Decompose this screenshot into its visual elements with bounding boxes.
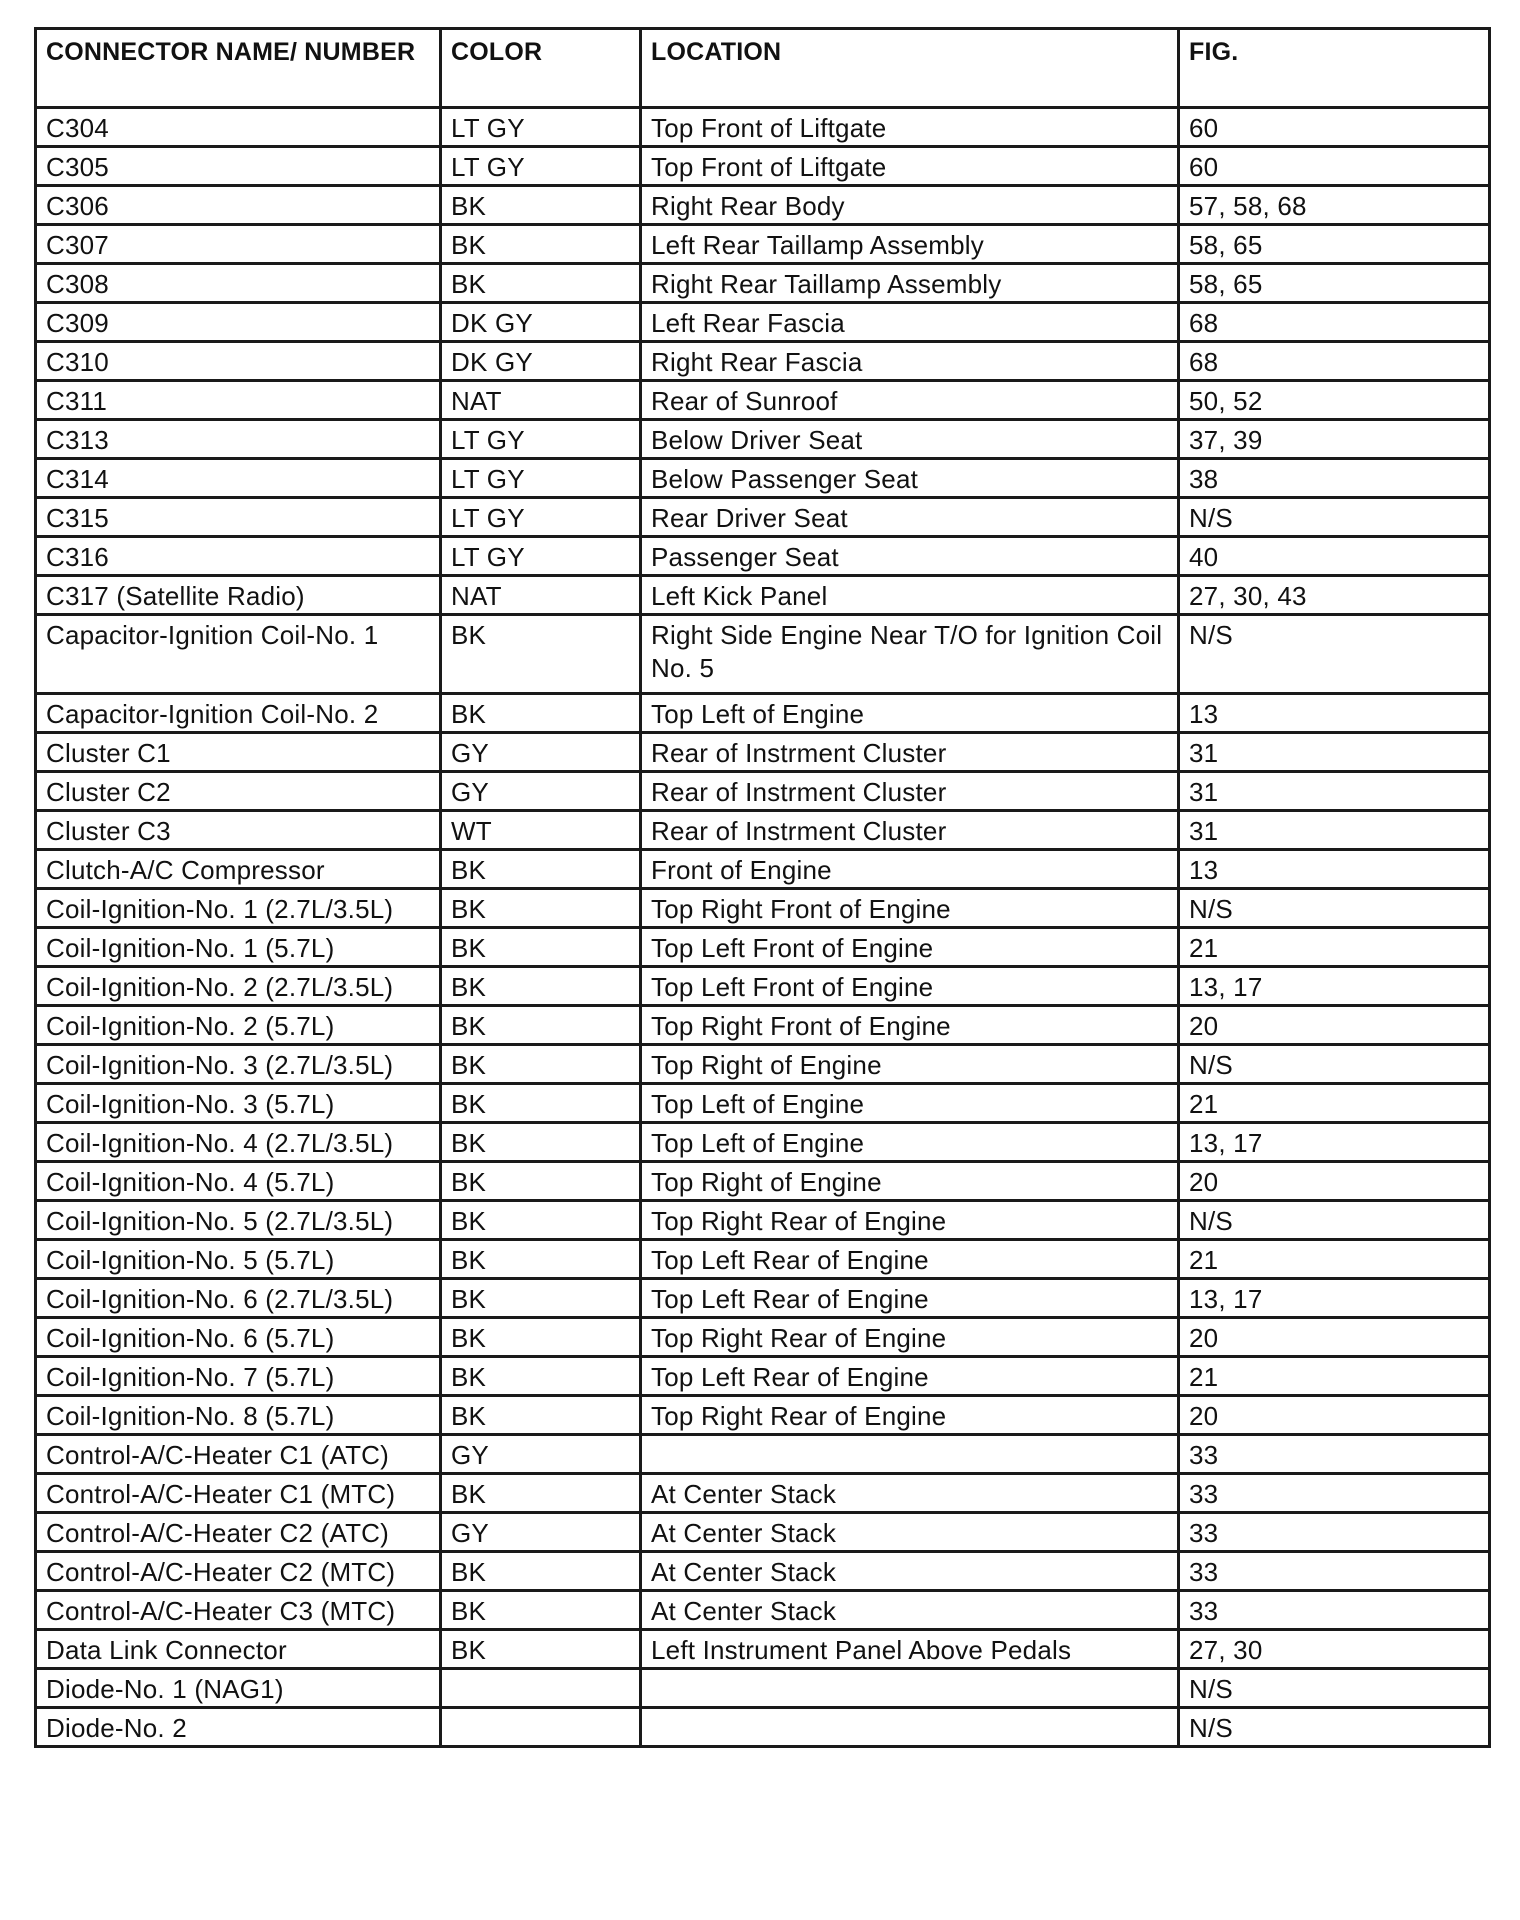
connector-name-cell: C307 xyxy=(36,225,441,264)
table-row xyxy=(36,381,1490,420)
color-cell: LT GY xyxy=(441,147,641,186)
fig-cell: 33 xyxy=(1179,1513,1490,1552)
color-cell: BK xyxy=(441,1318,641,1357)
table-row xyxy=(36,1240,1490,1279)
table-row xyxy=(36,850,1490,889)
fig-cell: 13, 17 xyxy=(1179,1123,1490,1162)
fig-cell: 21 xyxy=(1179,1357,1490,1396)
location-cell: Front of Engine xyxy=(641,850,1179,889)
location-cell: Top Right Rear of Engine xyxy=(641,1396,1179,1435)
connector-name-cell: Diode-No. 2 xyxy=(36,1708,441,1747)
location-cell: Right Side Engine Near T/O for Ignition Coil No. 5 xyxy=(641,615,1179,694)
color-cell xyxy=(441,1669,641,1708)
connector-name-cell: C305 xyxy=(36,147,441,186)
location-cell: Rear Driver Seat xyxy=(641,498,1179,537)
table-row xyxy=(36,1591,1490,1630)
location-cell: Right Rear Taillamp Assembly xyxy=(641,264,1179,303)
location-cell: Left Instrument Panel Above Pedals xyxy=(641,1630,1179,1669)
fig-cell: 57, 58, 68 xyxy=(1179,186,1490,225)
table-row xyxy=(36,694,1490,733)
table-row xyxy=(36,811,1490,850)
connector-name-cell: C317 (Satellite Radio) xyxy=(36,576,441,615)
color-cell: GY xyxy=(441,1513,641,1552)
location-cell: At Center Stack xyxy=(641,1591,1179,1630)
color-cell: BK xyxy=(441,615,641,694)
header-color: COLOR xyxy=(441,29,641,108)
table-row xyxy=(36,1396,1490,1435)
fig-cell: 68 xyxy=(1179,342,1490,381)
location-cell: Right Rear Body xyxy=(641,186,1179,225)
color-cell: BK xyxy=(441,264,641,303)
table-row xyxy=(36,1552,1490,1591)
location-cell: Below Passenger Seat xyxy=(641,459,1179,498)
table-row xyxy=(36,537,1490,576)
connector-name-cell: Control-A/C-Heater C1 (MTC) xyxy=(36,1474,441,1513)
color-cell: BK xyxy=(441,1240,641,1279)
table-row xyxy=(36,459,1490,498)
color-cell: LT GY xyxy=(441,459,641,498)
fig-cell: 27, 30 xyxy=(1179,1630,1490,1669)
location-cell: Top Left Rear of Engine xyxy=(641,1357,1179,1396)
color-cell: BK xyxy=(441,1591,641,1630)
connector-name-cell: C313 xyxy=(36,420,441,459)
table-row xyxy=(36,1123,1490,1162)
location-cell: Top Left of Engine xyxy=(641,694,1179,733)
fig-cell: N/S xyxy=(1179,1669,1490,1708)
connector-name-cell: Coil-Ignition-No. 1 (5.7L) xyxy=(36,928,441,967)
table-row xyxy=(36,303,1490,342)
color-cell: BK xyxy=(441,1162,641,1201)
location-cell: Rear of Instrment Cluster xyxy=(641,733,1179,772)
connector-name-cell: Capacitor-Ignition Coil-No. 2 xyxy=(36,694,441,733)
fig-cell: 33 xyxy=(1179,1474,1490,1513)
location-cell: Right Rear Fascia xyxy=(641,342,1179,381)
location-cell: Left Rear Fascia xyxy=(641,303,1179,342)
table-row xyxy=(36,615,1490,694)
fig-cell: 13 xyxy=(1179,850,1490,889)
connector-name-cell: Data Link Connector xyxy=(36,1630,441,1669)
table-row xyxy=(36,1084,1490,1123)
color-cell: BK xyxy=(441,1123,641,1162)
table-row xyxy=(36,1435,1490,1474)
fig-cell: 58, 65 xyxy=(1179,264,1490,303)
color-cell: BK xyxy=(441,1474,641,1513)
connector-name-cell: Cluster C1 xyxy=(36,733,441,772)
table-row xyxy=(36,420,1490,459)
location-cell: Top Right of Engine xyxy=(641,1045,1179,1084)
fig-cell: 13, 17 xyxy=(1179,1279,1490,1318)
fig-cell: 20 xyxy=(1179,1318,1490,1357)
color-cell: LT GY xyxy=(441,498,641,537)
location-cell xyxy=(641,1669,1179,1708)
color-cell: BK xyxy=(441,1006,641,1045)
location-cell: Below Driver Seat xyxy=(641,420,1179,459)
location-cell: Rear of Instrment Cluster xyxy=(641,811,1179,850)
fig-cell: 40 xyxy=(1179,537,1490,576)
connector-name-cell: C308 xyxy=(36,264,441,303)
connector-name-cell: Coil-Ignition-No. 6 (5.7L) xyxy=(36,1318,441,1357)
fig-cell: 38 xyxy=(1179,459,1490,498)
location-cell: At Center Stack xyxy=(641,1552,1179,1591)
table-row xyxy=(36,733,1490,772)
connector-name-cell: Diode-No. 1 (NAG1) xyxy=(36,1669,441,1708)
table-row xyxy=(36,1201,1490,1240)
connector-name-cell: C304 xyxy=(36,108,441,147)
color-cell: GY xyxy=(441,1435,641,1474)
color-cell: BK xyxy=(441,1630,641,1669)
fig-cell: 27, 30, 43 xyxy=(1179,576,1490,615)
location-cell: Left Kick Panel xyxy=(641,576,1179,615)
connector-name-cell: Coil-Ignition-No. 5 (5.7L) xyxy=(36,1240,441,1279)
fig-cell: 50, 52 xyxy=(1179,381,1490,420)
connector-name-cell: C314 xyxy=(36,459,441,498)
fig-cell: 21 xyxy=(1179,1084,1490,1123)
table-row xyxy=(36,772,1490,811)
location-cell: Top Right Front of Engine xyxy=(641,1006,1179,1045)
fig-cell: 60 xyxy=(1179,147,1490,186)
table-row xyxy=(36,1279,1490,1318)
location-cell: At Center Stack xyxy=(641,1513,1179,1552)
fig-cell: N/S xyxy=(1179,889,1490,928)
fig-cell: 68 xyxy=(1179,303,1490,342)
table-row xyxy=(36,1708,1490,1747)
connector-name-cell: Cluster C2 xyxy=(36,772,441,811)
color-cell: NAT xyxy=(441,381,641,420)
color-cell: DK GY xyxy=(441,303,641,342)
color-cell: BK xyxy=(441,1084,641,1123)
connector-name-cell: C311 xyxy=(36,381,441,420)
header-fig: FIG. xyxy=(1179,29,1490,108)
table-row xyxy=(36,576,1490,615)
location-cell: Top Right Rear of Engine xyxy=(641,1318,1179,1357)
color-cell: BK xyxy=(441,1357,641,1396)
connector-name-cell: Coil-Ignition-No. 5 (2.7L/3.5L) xyxy=(36,1201,441,1240)
connector-name-cell: C316 xyxy=(36,537,441,576)
table-body xyxy=(36,108,1490,1747)
connector-name-cell: Clutch-A/C Compressor xyxy=(36,850,441,889)
location-cell: Top Left of Engine xyxy=(641,1084,1179,1123)
connector-name-cell: Capacitor-Ignition Coil-No. 1 xyxy=(36,615,441,694)
table-row xyxy=(36,1513,1490,1552)
fig-cell: 20 xyxy=(1179,1006,1490,1045)
fig-cell: 31 xyxy=(1179,811,1490,850)
fig-cell: 37, 39 xyxy=(1179,420,1490,459)
fig-cell: 21 xyxy=(1179,1240,1490,1279)
color-cell: GY xyxy=(441,733,641,772)
table-row xyxy=(36,889,1490,928)
table-row xyxy=(36,1474,1490,1513)
color-cell: NAT xyxy=(441,576,641,615)
connector-name-cell: Control-A/C-Heater C2 (MTC) xyxy=(36,1552,441,1591)
location-cell: Rear of Instrment Cluster xyxy=(641,772,1179,811)
color-cell: BK xyxy=(441,889,641,928)
location-cell xyxy=(641,1435,1179,1474)
color-cell: BK xyxy=(441,1045,641,1084)
table-row xyxy=(36,186,1490,225)
fig-cell: 33 xyxy=(1179,1552,1490,1591)
location-cell xyxy=(641,1708,1179,1747)
color-cell: BK xyxy=(441,186,641,225)
connector-name-cell: Coil-Ignition-No. 7 (5.7L) xyxy=(36,1357,441,1396)
connector-name-cell: C306 xyxy=(36,186,441,225)
connector-name-cell: Coil-Ignition-No. 6 (2.7L/3.5L) xyxy=(36,1279,441,1318)
connector-name-cell: Coil-Ignition-No. 8 (5.7L) xyxy=(36,1396,441,1435)
connector-name-cell: Coil-Ignition-No. 1 (2.7L/3.5L) xyxy=(36,889,441,928)
fig-cell: 60 xyxy=(1179,108,1490,147)
color-cell: BK xyxy=(441,928,641,967)
color-cell: BK xyxy=(441,694,641,733)
color-cell: DK GY xyxy=(441,342,641,381)
table-row xyxy=(36,1162,1490,1201)
location-cell: Top Left Rear of Engine xyxy=(641,1279,1179,1318)
connector-name-cell: C309 xyxy=(36,303,441,342)
color-cell: BK xyxy=(441,967,641,1006)
fig-cell: 31 xyxy=(1179,772,1490,811)
color-cell: LT GY xyxy=(441,420,641,459)
header-location: LOCATION xyxy=(641,29,1179,108)
table-row xyxy=(36,967,1490,1006)
connector-name-cell: Control-A/C-Heater C2 (ATC) xyxy=(36,1513,441,1552)
table-row xyxy=(36,108,1490,147)
location-cell: Top Left Front of Engine xyxy=(641,928,1179,967)
table-row xyxy=(36,1357,1490,1396)
color-cell xyxy=(441,1708,641,1747)
location-cell: Top Right of Engine xyxy=(641,1162,1179,1201)
location-cell: At Center Stack xyxy=(641,1474,1179,1513)
location-cell: Top Left Rear of Engine xyxy=(641,1240,1179,1279)
fig-cell: N/S xyxy=(1179,1708,1490,1747)
connector-name-cell: Coil-Ignition-No. 3 (2.7L/3.5L) xyxy=(36,1045,441,1084)
table-row xyxy=(36,147,1490,186)
color-cell: BK xyxy=(441,850,641,889)
location-cell: Top Right Rear of Engine xyxy=(641,1201,1179,1240)
header-row xyxy=(36,29,1490,108)
fig-cell: N/S xyxy=(1179,1045,1490,1084)
fig-cell: 31 xyxy=(1179,733,1490,772)
location-cell: Top Front of Liftgate xyxy=(641,147,1179,186)
color-cell: BK xyxy=(441,1396,641,1435)
color-cell: BK xyxy=(441,1201,641,1240)
fig-cell: 33 xyxy=(1179,1435,1490,1474)
table-row xyxy=(36,225,1490,264)
location-cell: Rear of Sunroof xyxy=(641,381,1179,420)
location-cell: Top Right Front of Engine xyxy=(641,889,1179,928)
table-row xyxy=(36,928,1490,967)
connector-name-cell: Control-A/C-Heater C1 (ATC) xyxy=(36,1435,441,1474)
connector-name-cell: Cluster C3 xyxy=(36,811,441,850)
header-connector-name: CONNECTOR NAME/ NUMBER xyxy=(36,29,441,108)
fig-cell: 20 xyxy=(1179,1162,1490,1201)
connector-name-cell: Control-A/C-Heater C3 (MTC) xyxy=(36,1591,441,1630)
location-cell: Top Front of Liftgate xyxy=(641,108,1179,147)
fig-cell: 58, 65 xyxy=(1179,225,1490,264)
connector-name-cell: Coil-Ignition-No. 2 (5.7L) xyxy=(36,1006,441,1045)
table-row xyxy=(36,264,1490,303)
fig-cell: 33 xyxy=(1179,1591,1490,1630)
connector-table xyxy=(34,27,1491,1748)
connector-name-cell: C310 xyxy=(36,342,441,381)
fig-cell: N/S xyxy=(1179,498,1490,537)
color-cell: LT GY xyxy=(441,537,641,576)
connector-name-cell: Coil-Ignition-No. 3 (5.7L) xyxy=(36,1084,441,1123)
connector-name-cell: Coil-Ignition-No. 4 (2.7L/3.5L) xyxy=(36,1123,441,1162)
table-row xyxy=(36,1006,1490,1045)
location-cell: Top Left Front of Engine xyxy=(641,967,1179,1006)
fig-cell: 13 xyxy=(1179,694,1490,733)
connector-name-cell: Coil-Ignition-No. 4 (5.7L) xyxy=(36,1162,441,1201)
table-row xyxy=(36,1630,1490,1669)
table-row xyxy=(36,342,1490,381)
connector-name-cell: Coil-Ignition-No. 2 (2.7L/3.5L) xyxy=(36,967,441,1006)
location-cell: Left Rear Taillamp Assembly xyxy=(641,225,1179,264)
table-row xyxy=(36,1318,1490,1357)
location-cell: Top Left of Engine xyxy=(641,1123,1179,1162)
fig-cell: 20 xyxy=(1179,1396,1490,1435)
fig-cell: N/S xyxy=(1179,1201,1490,1240)
color-cell: WT xyxy=(441,811,641,850)
color-cell: BK xyxy=(441,1552,641,1591)
location-cell: Passenger Seat xyxy=(641,537,1179,576)
color-cell: BK xyxy=(441,225,641,264)
color-cell: BK xyxy=(441,1279,641,1318)
fig-cell: 13, 17 xyxy=(1179,967,1490,1006)
connector-name-cell: C315 xyxy=(36,498,441,537)
color-cell: LT GY xyxy=(441,108,641,147)
table-row xyxy=(36,498,1490,537)
table-row xyxy=(36,1669,1490,1708)
color-cell: GY xyxy=(441,772,641,811)
table-row xyxy=(36,1045,1490,1084)
fig-cell: 21 xyxy=(1179,928,1490,967)
fig-cell: N/S xyxy=(1179,615,1490,694)
